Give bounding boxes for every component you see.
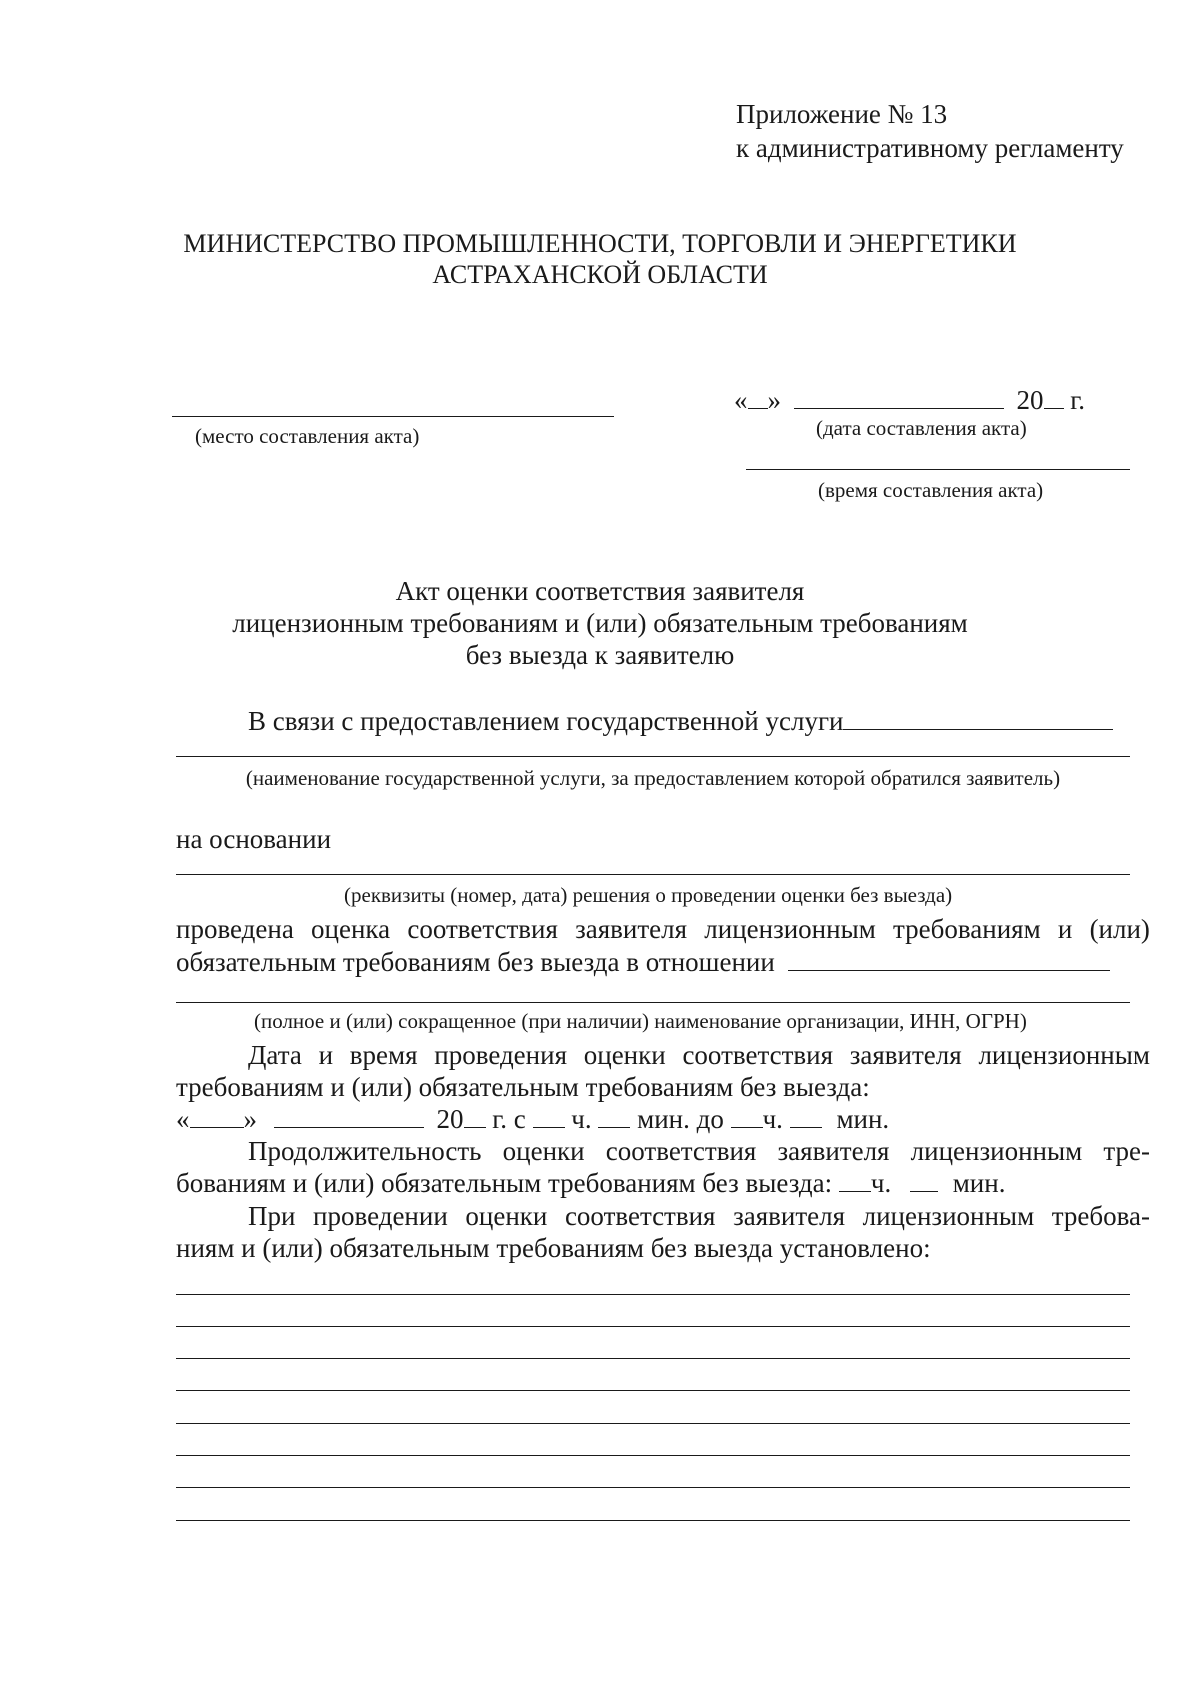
duration-word: заявителя — [777, 1136, 890, 1166]
datetime-line1 — [248, 1039, 1150, 1071]
findings-line1 — [248, 1200, 1150, 1232]
findings-line-5[interactable] — [176, 1423, 1130, 1424]
duration-word: соответствия — [605, 1136, 757, 1166]
assessment-word: оценка — [311, 914, 391, 944]
assessment-line1 — [176, 913, 1150, 945]
service-intro-row — [248, 705, 1113, 737]
dt-day-blank[interactable] — [190, 1103, 244, 1128]
duration-line2-row — [176, 1167, 1005, 1199]
datetime-line2: требованиям и (или) обязательным требованиям без выезда: — [176, 1072, 870, 1102]
assessment-word: заявителя — [575, 914, 688, 944]
ministry-name-line2: АСТРАХАНСКОЙ ОБЛАСТИ — [432, 260, 768, 289]
assessment-word: и — [1057, 914, 1073, 944]
findings-word: требова- — [1051, 1201, 1150, 1231]
appendix-number: Приложение № 13 — [736, 99, 948, 129]
date-year-blank[interactable] — [1044, 384, 1064, 409]
dt-min-do: мин. до — [637, 1104, 724, 1134]
assessment-line2: обязательным требованиям без выезда в отношении — [176, 947, 775, 977]
findings-word: оценки — [465, 1201, 548, 1231]
findings-word: заявителя — [733, 1201, 846, 1231]
duration-h: ч. — [870, 1168, 892, 1198]
datetime-fields-row — [176, 1103, 889, 1135]
service-caption: (наименование государственной услуги, за предоставлением которой обратился заявитель) — [245, 766, 1061, 790]
duration-min-blank[interactable] — [910, 1167, 938, 1192]
date-day-blank[interactable] — [748, 384, 768, 409]
datetime-word: оценки — [583, 1040, 666, 1070]
act-title-line3: без выезда к заявителю — [465, 640, 735, 670]
assessment-word: проведена — [176, 914, 294, 944]
duration-word: лицензионным — [910, 1136, 1083, 1166]
act-title-line2: лицензионным требованиям и (или) обязательным требованиям — [232, 608, 968, 638]
dt-hour-label-2: ч. — [762, 1104, 783, 1134]
dt-quote-open: « — [176, 1104, 190, 1134]
basis-field-line[interactable] — [176, 874, 1130, 875]
duration-line1 — [248, 1135, 1150, 1167]
dt-min-from-blank[interactable] — [598, 1103, 630, 1128]
service-intro: В связи с предоставлением государственной услуги — [248, 706, 844, 736]
findings-line-7[interactable] — [176, 1487, 1130, 1488]
datetime-word: лицензионным — [978, 1040, 1150, 1070]
assessment-word: соответствия — [407, 914, 558, 944]
place-caption: (место составления акта) — [195, 424, 420, 448]
service-field-line[interactable] — [176, 756, 1130, 757]
findings-line-3[interactable] — [176, 1358, 1130, 1359]
findings-word: При — [248, 1201, 296, 1231]
place-field-line[interactable] — [172, 416, 614, 417]
datetime-word: и — [318, 1040, 334, 1070]
findings-word: лицензионным — [862, 1201, 1035, 1231]
dt-g-s: г. с — [492, 1104, 526, 1134]
findings-line-1[interactable] — [176, 1294, 1130, 1295]
org-field-line[interactable] — [176, 1002, 1130, 1003]
dt-year-blank[interactable] — [464, 1103, 486, 1128]
findings-word: соответствия — [564, 1201, 716, 1231]
datetime-word: время — [349, 1040, 418, 1070]
assessment-word: лицензионным — [704, 914, 876, 944]
dt-min-to-blank[interactable] — [790, 1103, 822, 1128]
dt-year: 20 — [436, 1104, 464, 1134]
datetime-word: заявителя — [849, 1040, 962, 1070]
assessment-word: требованиям — [893, 914, 1041, 944]
duration-hours-blank[interactable] — [839, 1167, 871, 1192]
duration-word: Продолжительность — [248, 1136, 482, 1166]
datetime-word: проведения — [434, 1040, 567, 1070]
org-caption: (полное и (или) сокращенное (при наличии) наименование организации, ИНН, ОГРН) — [254, 1009, 1027, 1033]
findings-word: проведении — [313, 1201, 448, 1231]
findings-line-8[interactable] — [176, 1520, 1130, 1521]
time-caption: (время составления акта) — [818, 478, 1044, 502]
dt-hour-from-blank[interactable] — [533, 1103, 565, 1128]
findings-line-6[interactable] — [176, 1455, 1130, 1456]
duration-min: мин. — [952, 1168, 1006, 1198]
duration-word: оценки — [502, 1136, 585, 1166]
dt-min-label: мин. — [836, 1104, 890, 1134]
dt-month-blank[interactable] — [274, 1103, 424, 1128]
date-caption: (дата составления акта) — [816, 416, 1027, 440]
date-quote-close: » — [767, 385, 781, 415]
date-year-suffix: г. — [1070, 385, 1086, 415]
assessment-line2-row — [176, 946, 1110, 978]
datetime-word: Дата — [248, 1040, 302, 1070]
dt-hour-to-blank[interactable] — [731, 1103, 763, 1128]
service-blank[interactable] — [843, 705, 1113, 730]
date-quote-open: « — [734, 385, 748, 415]
assessment-word: (или) — [1089, 914, 1150, 944]
findings-line-2[interactable] — [176, 1326, 1130, 1327]
datetime-word: соответствия — [682, 1040, 833, 1070]
date-year-prefix: 20 — [1016, 385, 1044, 415]
dt-hour-label-1: ч. — [571, 1104, 592, 1134]
duration-word: тре- — [1103, 1136, 1150, 1166]
basis-label: на основании — [176, 824, 332, 854]
findings-line2: ниям и (или) обязательным требованиям без выезда установлено: — [176, 1233, 931, 1263]
time-field-line[interactable] — [746, 469, 1130, 470]
findings-line-4[interactable] — [176, 1390, 1130, 1391]
act-title-line1: Акт оценки соответствия заявителя — [395, 576, 805, 606]
ministry-name-line1: МИНИСТЕРСТВО ПРОМЫШЛЕННОСТИ, ТОРГОВЛИ И ЭНЕРГЕТИКИ — [183, 229, 1017, 258]
org-inline-blank[interactable] — [788, 946, 1110, 971]
basis-caption: (реквизиты (номер, дата) решения о проведении оценки без выезда) — [344, 883, 953, 907]
date-field — [734, 384, 1085, 416]
appendix-reference: к административному регламенту — [736, 133, 1124, 163]
dt-quote-close: » — [243, 1104, 257, 1134]
date-month-blank[interactable] — [794, 384, 1004, 409]
duration-line2: бованиям и (или) обязательным требованиям без выезда: — [176, 1168, 833, 1198]
